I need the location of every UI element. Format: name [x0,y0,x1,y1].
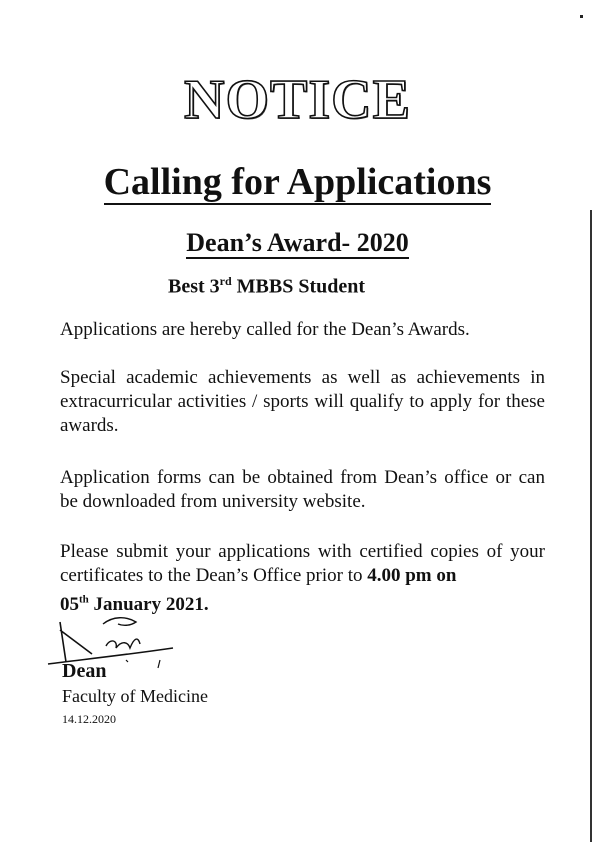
submission-time: 4.00 pm on [367,565,457,586]
best-prefix: Best 3 [168,275,220,298]
best-sup: rd [219,274,232,288]
notice-date: 14.12.2020 [62,712,116,726]
submission-text: Please submit your applications with certified copies of your certificates to the Dean’s Office prior to [60,541,545,586]
date-sup: th [79,594,89,606]
calling-heading-text: Calling for Applications [103,161,492,203]
paragraph-applications: Applications are hereby called for the Dean’s Awards. [60,319,470,340]
date-rest: January 2021. [88,594,209,616]
date-day: 05 [60,594,79,616]
best-student-subtitle [168,274,365,299]
paragraph-achievements: Special academic achievements as well as achievements in extracurricular activities / sports will qualify to apply for these awards. [60,367,545,436]
calling-heading [0,160,595,204]
faculty-label: Faculty of Medicine [62,686,208,706]
award-heading-text: Dean’s Award- 2020 [186,228,409,257]
best-suffix: MBBS Student [231,275,366,298]
notice-title: NOTICE [184,69,411,131]
paragraph-forms: Application forms can be obtained from Dean’s office or can be downloaded from university website. [60,467,545,512]
award-heading [0,228,595,258]
dean-label: Dean [62,660,107,682]
scan-mark [580,15,583,18]
signature [38,602,188,682]
page-edge-line [590,210,592,842]
